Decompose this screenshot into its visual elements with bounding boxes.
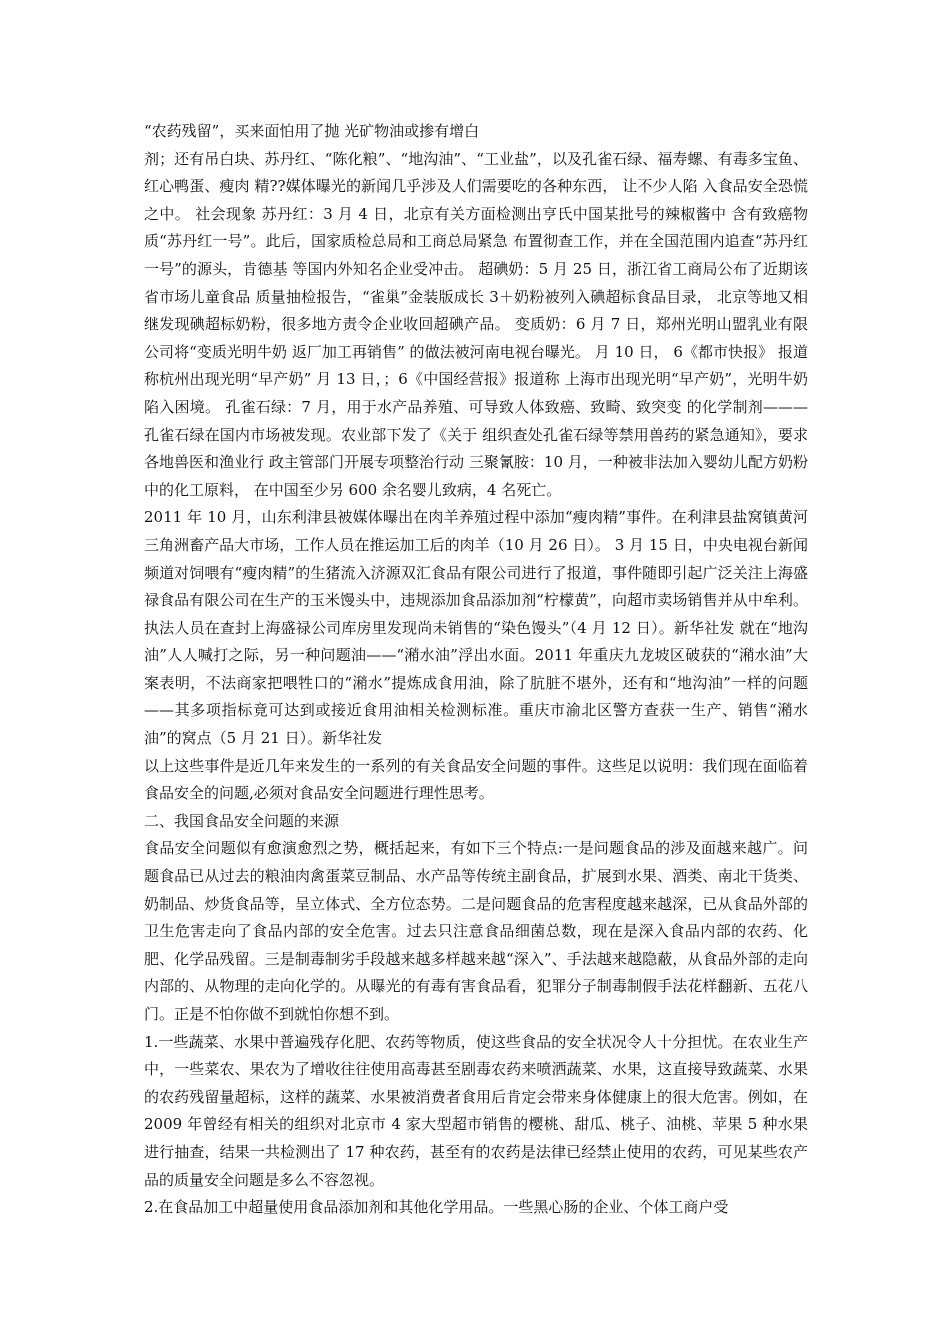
paragraph-point-1: 1.一些蔬菜、水果中普遍残存化肥、农药等物质，使这些食品的安全状况令人十分担忧。在农业生产中，一些菜农、果农为了增收往往使用高毒甚至剧毒农药来喷洒蔬菜、水果，这直接导致蔬菜、水果的农药残留量超标，这样的蔬菜、水果被消费者食用后肯定会带来身体健康上的很大危害。例如，在 2009 年曾经有相关的组织对北京市 4 家大型超市销售的樱桃、甜瓜、桃子、油桃、苹果 5 种水果进行抽查，结果一共检测出了 17 种农药，甚至有的农药是法律已经禁止使用的农药，可见某些农产品的质量安全问题是多么不容忽视。 xyxy=(144,1032,808,1189)
paragraph-summary: 以上这些事件是近几年来发生的一系列的有关食品安全问题的事件。这些足以说明：我们现在面临着食品安全的问题,必须对食品安全问题进行理性思考。 xyxy=(144,756,808,803)
paragraph-intro-fragment: “农药残留”，买来面怕用了抛 光矿物油或掺有增白 xyxy=(144,122,480,140)
paragraph-2011-incidents: 2011 年 10 月，山东利津县被媒体曝出在肉羊养殖过程中添加“瘦肉精”事件。在利津县盐窝镇黄河三角洲畜产品大市场，工作人员在推运加工后的肉羊（10 月 26 日）。 3 月 15 日，中央电视台新闻频道对饲喂有“瘦肉精”的生猪流入济源双汇食品有限公司进行了报道，事件随即引起广泛关注上海盛禄食品有限公司在生产的玉米馒头中，违规添加食品添加剂“柠檬黄”，向超市卖场销售并从中牟利。执法人员在查封上海盛禄公司库房里发现尚未销售的“染色馒头”（4 月 12 日）。新华社发 就在“地沟油”人人喊打之际，另一种问题油——“潲水油”浮出水面。2011 年重庆九龙坡区破获的“潲水油”大案表明，不法商家把喂牲口的“潲水”提炼成食用油，除了肮脏不堪外，还有和“地沟油”一样的问题——其多项指标竟可达到或接近食用油相关检测标准。重庆市渝北区警方查获一生产、销售“潲水油”的窝点（5 月 21 日）。新华社发 xyxy=(144,508,808,748)
paragraph-three-characteristics: 食品安全问题似有愈演愈烈之势，概括起来，有如下三个特点:一是问题食品的涉及面越来越广。问题食品已从过去的粮油肉禽蛋菜豆制品、水产品等传统主副食品，扩展到水果、酒类、南北干货类、奶制品、炒货食品等，呈立体式、全方位态势。二是问题食品的危害程度越来越深，已从食品外部的卫生危害走向了食品内部的安全危害。过去只注意食品细菌总数，现在是深入食品内部的农药、化肥、化学品残留。三是制毒制劣手段越来越多样越来越“深入”、手法越来越隐蔽，从食品外部的走向内部的、从物理的走向化学的。从曝光的有毒有害食品看，犯罪分子制毒制假手法花样翻新、五花八门。正是不怕你做不到就怕你想不到。 xyxy=(144,839,808,1023)
paragraph-food-incidents: 剂；还有吊白块、苏丹红、“陈化粮”、“地沟油”、“工业盐”，以及孔雀石绿、福寿螺、有毒多宝鱼、红心鸭蛋、瘦肉 精??媒体曝光的新闻几乎涉及人们需要吃的各种东西， 让不少人陷 入食品安全恐慌之中。 社会现象 苏丹红：3 月 4 日，北京有关方面检测出亨氏中国某批号的辣椒酱中 含有致癌物质“苏丹红一号”。此后，国家质检总局和工商总局紧急 布置彻查工作，并在全国范围内追查“苏丹红一号”的源头，肯德基 等国内外知名企业受冲击。 超碘奶：5 月 25 日，浙江省工商局公布了近期该省市场儿童食品 质量抽检报告，“雀巢”金装版成长 3＋奶粉被列入碘超标食品目录， 北京等地又相继发现碘超标奶粉，很多地方责令企业收回超碘产品。 变质奶：6 月 7 日，郑州光明山盟乳业有限公司将“变质光明牛奶 返厂加工再销售” 的做法被河南电视台曝光。 月 10 日， 6《都市快报》 报道称杭州出现光明“早产奶” 月 13 日，；6《中国经营报》报道称 上海市出现光明“早产奶”，光明牛奶陷入困境。 孔雀石绿：7 月，用于水产品养殖、可导致人体致癌、致畸、致突变 的化学制剂———孔雀石绿在国内市场被发现。农业部下发了《关于 组织查处孔雀石绿等禁用兽药的紧急通知》，要求各地兽医和渔业行 政主管部门开展专项整治行动 三聚氰胺：10 月，一种被非法加入婴幼儿配方奶粉中的化工原料， 在中国至少另 600 余名婴儿致病，4 名死亡。 xyxy=(144,149,808,499)
section-heading-sources: 二、我国食品安全问题的来源 xyxy=(144,811,340,830)
document-body xyxy=(144,118,808,1222)
paragraph-point-2: 2.在食品加工中超量使用食品添加剂和其他化学用品。一些黑心肠的企业、个体工商户受 xyxy=(144,1198,729,1217)
